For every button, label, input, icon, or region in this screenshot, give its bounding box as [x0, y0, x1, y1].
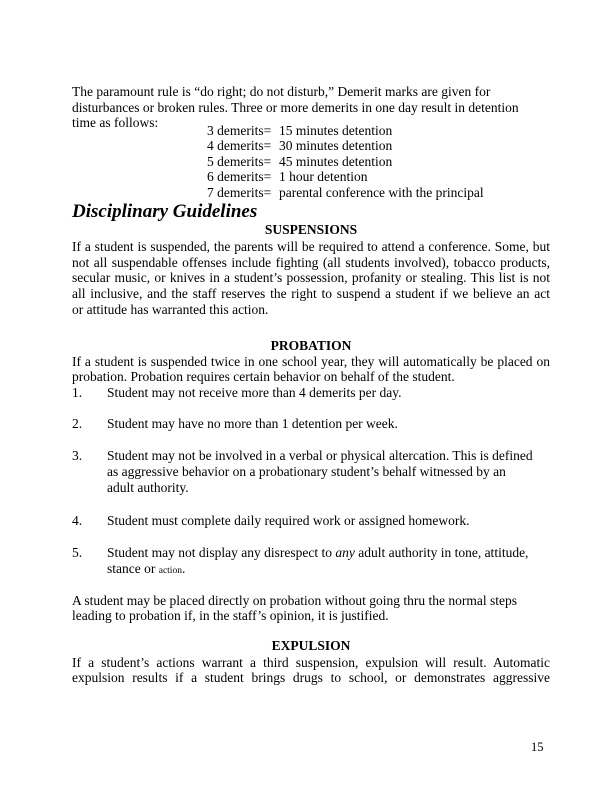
probation-item: as aggressive behavior on a probationary student’s behalf witnessed by an: [107, 464, 506, 479]
demerit-result: 15 minutes detention: [279, 123, 393, 138]
probation-line: probation. Probation requires certain behavior on behalf of the student.: [72, 369, 455, 384]
demerit-count: 4 demerits=: [207, 138, 272, 153]
probation-item: Student may not receive more than 4 demerits per day.: [107, 385, 402, 400]
probation-closing: A student may be placed directly on probation without going thru the normal steps: [72, 593, 518, 608]
text: adult authority in tone, attitude,: [354, 545, 529, 560]
intro-line: time as follows:: [72, 115, 159, 130]
demerit-row: [207, 154, 392, 169]
suspensions-line: secular music, or knives in a student’s possession, profanity or stealing. This list is not: [72, 270, 550, 285]
demerit-result: 30 minutes detention: [279, 138, 393, 153]
probation-item: Student may have no more than 1 detention per week.: [107, 416, 398, 431]
probation-item: Student may not be involved in a verbal or physical altercation. This is defined: [107, 448, 533, 463]
text: .: [181, 561, 186, 576]
demerit-row: [207, 185, 484, 200]
probation-title: PROBATION: [270, 338, 352, 353]
probation-line: If a student is suspended twice in one school year, they will automatically be placed on: [72, 354, 550, 369]
item-number: 4.: [72, 513, 83, 528]
page-number: 15: [531, 740, 544, 754]
demerit-result: 45 minutes detention: [279, 154, 393, 169]
probation-item: [107, 561, 185, 579]
demerit-count: 5 demerits=: [207, 154, 272, 169]
text: stance or: [107, 561, 159, 576]
demerit-count: 7 demerits=: [207, 185, 272, 200]
emphasis: any: [335, 545, 355, 560]
intro-line: The paramount rule is “do right; do not disturb,” Demerit marks are given for: [72, 84, 491, 99]
section-heading: Disciplinary Guidelines: [72, 201, 258, 222]
probation-closing: leading to probation if, in the staff’s opinion, it is justified.: [72, 608, 389, 623]
demerit-row: [207, 169, 367, 184]
suspensions-line: If a student is suspended, the parents will be required to attend a conference. Some, but: [72, 239, 550, 254]
demerit-row: [207, 123, 392, 138]
suspensions-line: all inclusive, and the staff reserves the right to suspend a student if we believe an act: [72, 286, 550, 301]
expulsion-line: expulsion results if a student brings drugs to school, or demonstrates aggressive: [72, 670, 550, 685]
expulsion-line: If a student’s actions warrant a third suspension, expulsion will result. Automatic: [72, 655, 550, 670]
item-number: 1.: [72, 385, 83, 400]
text: Student may not display any disrespect to: [107, 545, 336, 560]
text: action: [158, 566, 182, 576]
suspensions-line: not all suspendable offenses include fighting (all students involved), tobacco products,: [72, 255, 550, 270]
item-number: 2.: [72, 416, 83, 431]
item-number: 5.: [72, 545, 83, 560]
demerit-count: 6 demerits=: [207, 169, 272, 184]
probation-item: Student must complete daily required work or assigned homework.: [107, 513, 470, 528]
intro-line: disturbances or broken rules. Three or more demerits in one day result in detention: [72, 100, 519, 115]
suspensions-line: or attitude has warranted this action.: [72, 302, 269, 317]
demerit-result: 1 hour detention: [279, 169, 368, 184]
probation-item: adult authority.: [107, 480, 189, 495]
probation-item: [107, 545, 528, 560]
suspensions-title: SUSPENSIONS: [264, 222, 358, 237]
expulsion-title: EXPULSION: [271, 638, 351, 653]
demerit-row: [207, 138, 392, 153]
item-number: 3.: [72, 448, 83, 463]
demerit-count: 3 demerits=: [207, 123, 272, 138]
demerit-result: parental conference with the principal: [279, 185, 484, 200]
